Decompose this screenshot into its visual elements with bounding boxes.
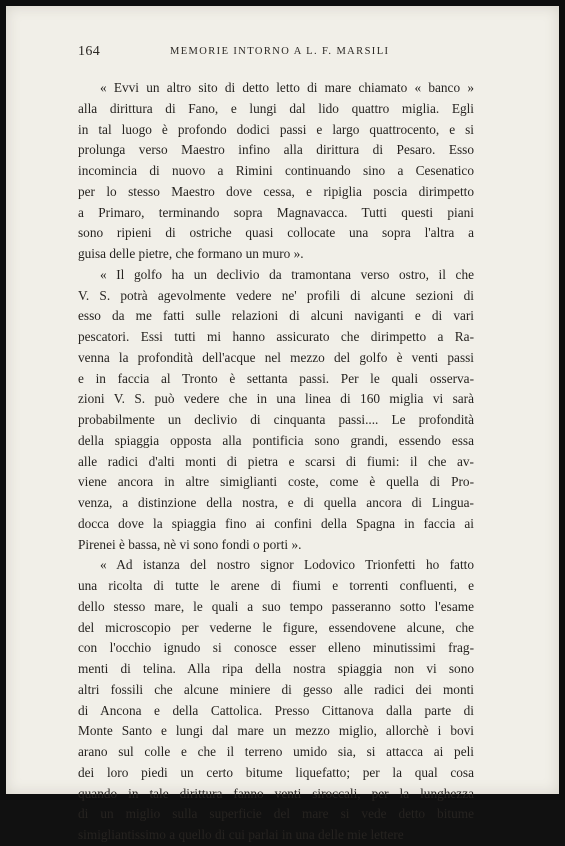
paragraph [78,78,474,265]
text-line: « Il golfo ha un declivio da tramontana verso ostro, il che [100,266,474,282]
paragraph [78,265,474,556]
text-line: simigliantissimo a quello di cui parlai in una delle mie lettere [78,827,404,842]
text-line: « Evvi un altro sito di detto letto di mare chiamato « banco » [100,80,474,95]
text-line: arano sul colle e che il terreno umido sia, si attacca ai peli [78,744,474,759]
text-line: della spiaggia opposta alla pontificia sono grandi, essendo essa [78,432,474,448]
text-line: del microscopio per vederne le figure, essendovene alcune, che [78,619,474,635]
text-line: quando in tale dirittura fanno venti siroccali, per la lunghezza [78,785,474,801]
text-line: altri fossili che alcune miniere di gesso alle radici dei monti [78,681,474,697]
text-line: e in faccia al Tronto è settanta passi. Per le quali osserva- [78,370,474,386]
text-line: alla dirittura di Fano, e lungi dal lido quattro miglia. Egli [78,100,474,116]
page-number: 164 [78,44,101,59]
text-line: incomincia di nuovo a Rimini continuando sino a Cesenatico [78,163,474,178]
paragraph [78,555,474,846]
body-text [78,78,474,846]
text-line: docca dove la spiaggia fino ai confini della Spagna in faccia ai [78,515,474,531]
text-line: per lo stesso Maestro dove cessa, e ripiglia poscia dirimpetto [78,183,474,199]
text-line: a Primaro, terminando sopra Magnavacca. Tutti questi piani [78,204,474,220]
page-header [78,44,480,62]
text-line: esso da me fatti sulle relazioni di alcuni naviganti e di vari [78,308,474,324]
text-line: in tal luogo è profondo dodici passi e largo quattrocento, e si [78,121,474,137]
text-line: menti di telina. Alla ripa della nostra spiaggia non vi sono [78,661,474,676]
text-line: pescatori. Essi tutti mi hanno assicurato che dirimpetto a Ra- [78,329,474,344]
text-line: dello stesso mare, le quali a suo tempo passeranno sotto l'esame [78,598,474,614]
text-line: con l'occhio ignudo si conosce esser elleno minutissimi frag- [78,640,474,656]
text-line: di un miglio sulla superficie del mare si vede detto bitume [78,806,474,822]
text-line: Pirenei è bassa, nè vi sono fondi o porti ». [78,536,302,552]
text-line: zioni V. S. può vedere che in una linea di 160 miglia vi sarà [78,391,474,407]
text-line: « Ad istanza del nostro signor Lodovico Trionfetti ho fatto [100,557,474,573]
text-line: V. S. potrà agevolmente vedere ne' profili di alcune sezioni di [78,287,474,303]
text-line: sono ripieni di ostriche quasi collocate una sopra l'altra a [78,225,474,241]
text-line: venza, a distinzione della nostra, e di quella ancora di Lingua- [78,495,474,510]
text-line: venna la profondità dell'acque nel mezzo del golfo è venti passi [78,349,474,365]
text-line: Monte Santo e lungi dal mare un mezzo miglio, allorchè i bovi [78,723,474,739]
text-line: guisa delle pietre, che formano un muro ». [78,246,304,261]
text-line: di Ancona e della Cattolica. Presso Cittanova dalla parte di [78,702,474,718]
text-line: probabilmente un declivio di cinquanta passi.... Le profondità [78,412,474,427]
text-line: una ricolta di tutte le arene di fiumi e torrenti confluenti, e [78,578,474,593]
running-head: MEMORIE INTORNO A L. F. MARSILI [170,46,390,57]
text-line: dei loro piedi un certo bitume liquefatto; per la qual cosa [78,764,474,780]
text-line: alle radici d'alti monti di pietra e scarsi di fiumi: il che av- [78,453,474,469]
text-line: prolunga verso Maestro infino alla dirittura di Pesaro. Esso [78,142,474,158]
text-line: viene ancora in altre simiglianti coste, come è quella di Pro- [78,474,474,490]
